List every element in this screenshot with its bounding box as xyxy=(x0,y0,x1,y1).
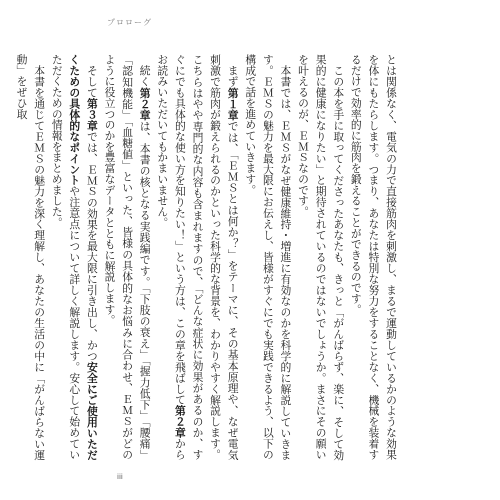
paragraph xyxy=(154,54,242,460)
body-run: や注意点について詳しく解説します。安心して始めていただくための情報をまとめました。 xyxy=(50,54,82,460)
body-run: では、「ＥＭＳとは何か？」をテーマに、その基本原理や、なぜ電気刺激で筋肉が鍛えられるのかといった科学的な背景を、わかりやすく解説します。こちらはやや専門的な内容も含まれますので、「どんな症状に効果があるのか、すぐにでも具体的な使い方を知りたい！」という方は、この章を飛ばして xyxy=(173,54,240,460)
emphasis-text: 第１章 xyxy=(226,87,240,121)
body-run: からお読みいただいてもかまいません。 xyxy=(156,54,187,460)
page-number: iii xyxy=(117,473,123,481)
body-run: 本書では、ＥＭＳがなぜ健康維持・増進に有効なのかを科学的に解説していきます。ＥＭＳの魅力を最大限にお伝えし、皆様がすぐにでも実践できるよう、以下の構成で話を進めていきます。 xyxy=(244,54,293,460)
body-run: とは関係なく、電気の力で直接筋肉を刺激し、まるで運動しているかのような効果を体にもたらします。つまり、あなたは特別な努力をすることなく、機械を装着するだけで効率的に筋肉を鍛えることができるのです。 xyxy=(349,54,398,460)
body-run: この本を手に取ってくださったあなたも、きっと「がんばらず、楽に、そして効果的に健康になりたい」と期待されているのではないでしょうか。まさにその願いを叶えるのが、ＥＭＳなのです。 xyxy=(297,54,346,460)
body-run: では、ＥＭＳの効果を最大限に引き出し、かつ xyxy=(85,130,99,362)
body-run: 本書を通じてＥＭＳの魅力を深く理解し、あなたの生活の中に「がんばらない運動」をぜひ取 xyxy=(15,54,47,460)
running-head: プロローグ xyxy=(107,18,152,27)
body-run: 続く xyxy=(138,64,152,88)
body-run: まず xyxy=(226,64,240,88)
paragraph xyxy=(13,54,48,460)
paragraph xyxy=(347,54,400,460)
emphasis-text: 安全にご使用いただくための具体的なポイント xyxy=(68,54,99,460)
paragraph xyxy=(48,54,101,460)
body-run: は、本書の核となる実践編です。「下肢の衰え」「握力低下」「腰痛」「認知機能」「血糖値」といった、皆様の具体的なお悩みに合わせ、ＥＭＳがどのように役立つのかを豊富なデータとともに解説します。 xyxy=(103,54,152,460)
body-text xyxy=(15,54,400,460)
paragraph xyxy=(101,54,154,460)
emphasis-text: 第２章 xyxy=(173,405,187,439)
body-run: そして xyxy=(85,64,99,98)
paragraph xyxy=(294,54,347,460)
emphasis-text: 第２章 xyxy=(138,87,152,121)
paragraph xyxy=(242,54,295,460)
emphasis-text: 第３章 xyxy=(85,97,99,131)
